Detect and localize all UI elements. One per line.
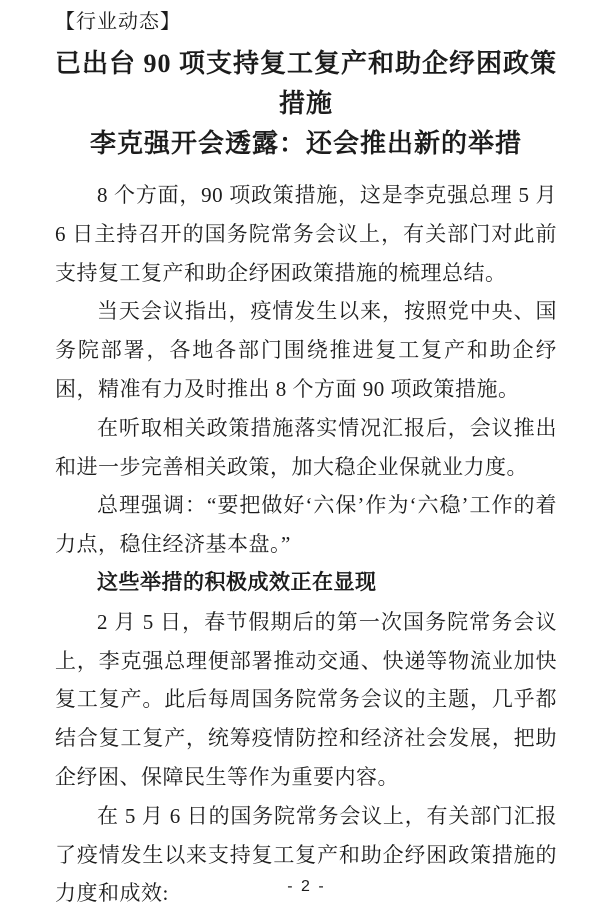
body-paragraph: 总理强调：“要把做好‘六保’作为‘六稳’工作的着力点，稳住经济基本盘。” (55, 493, 557, 557)
doc-title-line-1: 已出台 90 项支持复工复产和助企纾困政策措施 (55, 49, 558, 118)
doc-title-line-2: 李克强开会透露：还会推出新的举措 (89, 129, 522, 158)
body-paragraph: 在 5 月 6 日的国务院常务会议上，有关部门汇报了疫情发生以来支持复工复产和助企纾困政策措施的力度和成效: (55, 803, 557, 906)
body-paragraph: 在听取相关政策措施落实情况汇报后，会议推出和进一步完善相关政策，加大稳企业保就业力度。 (55, 415, 557, 479)
section-subheading: 这些举措的积极成效正在显现 (97, 570, 377, 594)
section-tag: 【行业动态】 (55, 11, 181, 33)
body-paragraph: 8 个方面，90 项政策措施，这是李克强总理 5 月 6 日主持召开的国务院常务会议上，有关部门对此前支持复工复产和助企纾困政策措施的梳理总结。 (55, 183, 557, 285)
body-paragraph: 2 月 5 日，春节假期后的第一次国务院常务会议上，李克强总理便部署推动交通、快递等物流业加快复工复产。此后每周国务院常务会议的主题，几乎都结合复工复产，统筹疫情防控和经济社会发展，把助企纾困、保障民生等作为重要内容。 (55, 609, 557, 789)
document-body (55, 176, 557, 908)
page-number: - 2 - (287, 878, 326, 895)
body-paragraph: 当天会议指出，疫情发生以来，按照党中央、国务院部署，各地各部门围绕推进复工复产和助企纾困，精准有力及时推出 8 个方面 90 项政策措施。 (55, 299, 557, 401)
